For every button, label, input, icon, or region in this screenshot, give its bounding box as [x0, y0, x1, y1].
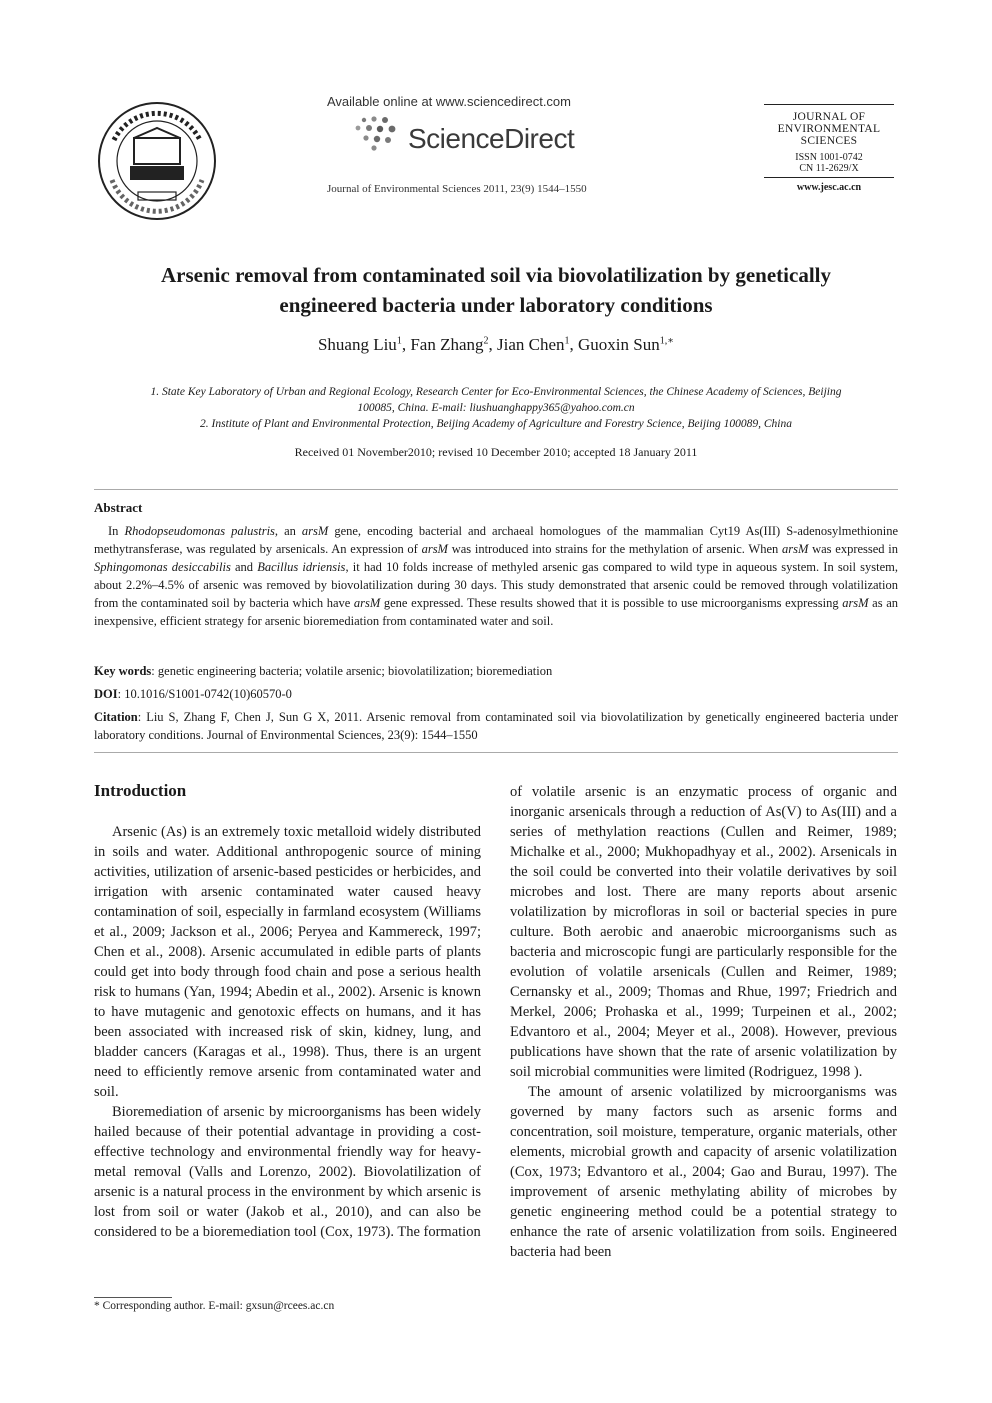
citation: Citation: Liu S, Zhang F, Chen J, Sun G X, 2011. Arsenic removal from contaminated soil via biovolatilization by genetically engineered bacteria under laboratory conditions. Journal of Environmental Sciences, 23(9): 1544–1550: [94, 710, 898, 742]
divider: [94, 752, 898, 753]
italic-term: Rhodopseudomonas palustris: [124, 524, 275, 538]
paragraph: of volatile arsenic is an enzymatic process of organic and inorganic arsenicals through a reduction of As(V) to As(III) and a series of methylation reactions (Cullen and Reimer, 1989; Michalke et al., 2000; Mukhopadhyay et al., 2002). Arsenicals in the soil could be converted into their volatile derivatives by soil microbes and lost. There are many reports about arsenic volatilization by microfloras in soil or bacterial species in pure culture. Both aerobic and anaerobic microorganisms such as bacteria and microscopic fungi are particularly responsible for the evolution of volatile arsenicals (Cullen and Reimer, 1989; Cernansky et al., 2009; Thomas and Rhue, 1997; Friedrich and Merkel, 2006; Prohaska et al., 1999; Turpeinen et al., 2002; Edvantoro et al., 2004; Meyer et al., 2008). However, previous publications have shown that the rate of arsenic volatilization by soil microbial communities were limited (Rodriguez, 1998 ).: [510, 784, 897, 1080]
divider: [94, 489, 898, 490]
journal-masthead: [764, 104, 894, 193]
affiliation-1-line2: 100085, China. E-mail: liushuanghappy365@yahoo.com.cn: [357, 402, 635, 414]
introduction-heading: Introduction: [94, 781, 187, 800]
affiliation-2: 2. Institute of Plant and Environmental Protection, Beijing Academy of Agriculture and Forestry Science, Beijing 100089, China: [200, 418, 792, 430]
article-title: [94, 260, 898, 320]
article-title-line1: Arsenic removal from contaminated soil via biovolatilization by genetically: [161, 263, 831, 287]
journal-masthead-line3: SCIENCES: [800, 135, 858, 147]
abstract-body: [94, 522, 898, 630]
journal-reference: Journal of Environmental Sciences 2011, 23(9) 1544–1550: [327, 183, 587, 195]
journal-issn: ISSN 1001-0742: [795, 152, 863, 163]
journal-seal-logo: [94, 100, 220, 222]
author: Fan Zhang$^2$,: [410, 335, 497, 354]
abstract-text-run: was expressed in: [808, 542, 898, 556]
paragraph: Arsenic (As) is an extremely toxic metalloid widely distributed in soils and water. Additional anthropogenic source of mining activities, utilization of arsenic-based pesticides or herbicides, and irrigation with arsenic contaminated water caused heavy contamination of soil, especially in farmland ecosystem (Williams et al., 2009; Jackson et al., 2006; Peryea and Kammereck, 1997; Chen et al., 2008). Arsenic accumulated in edible parts of plants could get into body through food chain and pose a serious health risk to humans (Yan, 1994; Abedin et al., 2002). Arsenic is known to have mutagenic and genotoxic effects on humans, and it has been associated with increased risk of skin, kidney, lung, and bladder cancers (Karagas et al., 1998). Thus, there is an urgent need to efficiently remove arsenic from contaminated water and soil.: [94, 824, 481, 1100]
paragraph: Bioremediation of arsenic by microorganisms has been widely hailed because of their potential advantage in providing a cost-effective technology and environmental friendly way for heavy-metal removal (Valls and Lorenzo, 2002). Biovolatilization of arsenic is a natural process in the environment by which arsenic is lost from soil or water (Jakob et al., 2010), and can also be considered to be a bioremediation tool (Cox, 1973). The formation: [94, 1104, 481, 1240]
left-column: [94, 822, 481, 1242]
italic-term: Bacillus idriensis: [257, 560, 346, 574]
italic-term: arsM: [301, 524, 329, 538]
abstract-text-run: gene, encoding bacterial and archaeal homologues of the mammalian Cyt19 As(III) S-adenosylmethionine methytransferase, was regulated by arsenicals. An expression of: [94, 524, 898, 556]
abstract-text-run: as an inexpensive, efficient strategy for arsenic bioremediation from contaminated water and soil.: [94, 596, 898, 628]
abstract-text-run: , it had 10 folds increase of methyled arsenic gas compared to wild type in aqueous system. In soil system, about 2.2%–4.5% of arsenic was removed by biovolatilization during 30 days. This study demonstrated that arsenic could be removed through volatilization from the contaminated soil by bacteria which have: [94, 560, 898, 610]
abstract-text-run: , an: [274, 524, 302, 538]
italic-term: arsM: [353, 596, 381, 610]
right-column: [510, 782, 897, 1262]
article-title-line2: engineered bacteria under laboratory conditions: [279, 293, 713, 317]
italic-term: Sphingomonas desiccabilis: [94, 560, 231, 574]
journal-masthead-line2: ENVIRONMENTAL: [777, 123, 881, 135]
sciencedirect-logo: [352, 114, 592, 156]
abstract-text-run: In: [108, 524, 125, 538]
paragraph: The amount of arsenic volatilized by microorganisms was governed by many factors such as arsenic forms and concentration, soil moisture, temperature, organic materials, other elements, microbial growth and capacity of arsenic volatilization (Cox, 1973; Edvantoro et al., 2004; Gao and Burau, 1997). The improvement of arsenic methylating ability of microbes by genetic engineering method could be a potential strategy to enhance the rate of arsenic volatilization from soils. Engineered bacteria had been: [510, 1084, 897, 1260]
available-online-text: Available online at www.sciencedirect.com: [327, 94, 571, 109]
footnote-rule: [94, 1297, 172, 1298]
abstract-text-run: was introduced into strains for the methylation of arsenic. When: [447, 542, 782, 556]
abstract-text-run: and: [230, 560, 258, 574]
author: Guoxin Sun$^{1,∗}$: [578, 335, 675, 354]
doi: DOI: 10.1016/S1001-0742(10)60570-0: [94, 687, 292, 701]
affiliations: [94, 384, 898, 432]
italic-term: arsM: [421, 542, 448, 556]
abstract-heading: Abstract: [94, 500, 143, 515]
sciencedirect-wordmark: ScienceDirect: [408, 123, 575, 154]
received-dates: Received 01 November2010; revised 10 December 2010; accepted 18 January 2011: [294, 445, 698, 459]
author: Shuang Liu$^1$,: [317, 335, 411, 354]
sciencedirect-dots-icon: [352, 114, 414, 154]
author: Jian Chen$^1$,: [497, 335, 579, 354]
journal-masthead-line1: JOURNAL OF: [792, 111, 866, 123]
journal-cn: CN 11-2629/X: [799, 163, 859, 174]
affiliation-1-line1: 1. State Key Laboratory of Urban and Regional Ecology, Research Center for Eco-Environmental Sciences, the Chinese Academy of Sciences, Beijing: [150, 386, 842, 398]
author-list: [94, 335, 898, 355]
corresponding-author-footnote: * Corresponding author. E-mail: gxsun@rcees.ac.cn: [94, 1300, 335, 1312]
italic-term: arsM: [781, 542, 809, 556]
italic-term: arsM: [842, 596, 869, 610]
abstract-text-run: gene expressed. These results showed that it is possible to use microorganisms expressing: [380, 596, 843, 610]
journal-website: www.jesc.ac.cn: [796, 182, 862, 193]
keywords: Key words: genetic engineering bacteria; volatile arsenic; biovolatilization; bioremediation: [94, 664, 553, 678]
